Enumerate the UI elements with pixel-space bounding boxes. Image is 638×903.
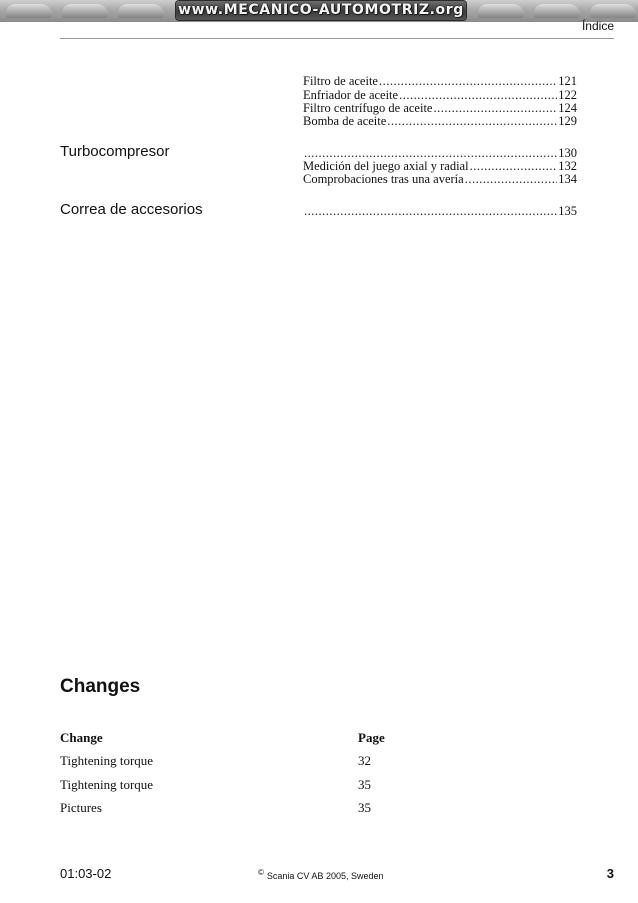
toc-entry[interactable] [303, 204, 577, 218]
toc-entry[interactable] [303, 172, 577, 186]
toc-leader-dots [399, 88, 557, 102]
car-decoration-icon [62, 4, 108, 18]
toc-entry-page: 134 [558, 172, 577, 186]
toc-entry-label: Enfriador de aceite [303, 88, 399, 102]
toc-entry-page: 135 [558, 204, 577, 218]
car-decoration-icon [478, 4, 524, 18]
car-decoration-icon [590, 4, 636, 18]
toc-leader-dots [465, 172, 558, 186]
toc-entry[interactable] [303, 146, 577, 160]
header-banner [0, 0, 638, 22]
toc-entry-page: 121 [558, 74, 577, 88]
toc-entry[interactable] [303, 159, 577, 173]
toc-entry-page: 124 [558, 101, 577, 115]
toc-entry-label: Bomba de aceite [303, 114, 387, 128]
toc-leader-dots [470, 159, 558, 173]
toc-leader-dots [433, 101, 557, 115]
changes-heading: Changes [60, 676, 141, 697]
toc-entry[interactable] [303, 88, 577, 102]
toc-entry-page: 132 [558, 159, 577, 173]
footer-copyright-text: Scania CV AB 2005, Sweden [266, 871, 384, 881]
page-header-title: Índice [581, 19, 614, 33]
toc-entry-page: 130 [558, 146, 577, 160]
toc-entry-label: Comprobaciones tras una avería [303, 172, 464, 186]
footer-copyright [258, 868, 383, 881]
toc-entry[interactable] [303, 114, 577, 128]
changes-row-page: 35 [358, 800, 371, 815]
banner-logo-text: www.MECANICO-AUTOMOTRIZ.org [178, 2, 464, 18]
changes-column-header-change: Change [60, 730, 103, 745]
changes-row-change: Tightening torque [60, 753, 154, 768]
banner-logo[interactable] [176, 1, 466, 20]
changes-row-page: 35 [358, 777, 371, 792]
toc-section-title: Correa de accesorios [60, 201, 203, 218]
copyright-symbol: © [258, 868, 264, 877]
changes-column-header-page: Page [358, 730, 385, 745]
toc-leader-dots [379, 74, 557, 88]
toc-leader-dots [304, 146, 557, 160]
toc-entry-label: Filtro de aceite [303, 74, 378, 88]
changes-row-change: Pictures [60, 800, 102, 815]
changes-row-page: 32 [358, 753, 371, 768]
changes-row-change: Tightening torque [60, 777, 154, 792]
toc-entry[interactable] [303, 101, 577, 115]
toc-entry-label: Medición del juego axial y radial [303, 159, 469, 173]
footer-page-number: 3 [606, 866, 614, 881]
toc-entry-label: Filtro centrífugo de aceite [303, 101, 433, 115]
toc-leader-dots [387, 114, 557, 128]
car-decoration-icon [118, 4, 164, 18]
toc-entry-page: 122 [558, 88, 577, 102]
toc-entry[interactable] [303, 74, 577, 88]
toc-entry-page: 129 [558, 114, 577, 128]
car-decoration-icon [534, 4, 580, 18]
header-divider [60, 38, 614, 39]
toc-leader-dots [304, 204, 557, 218]
toc-section-title: Turbocompresor [60, 143, 170, 160]
car-decoration-icon [6, 4, 52, 18]
footer-document-code: 01:03-02 [60, 866, 112, 881]
